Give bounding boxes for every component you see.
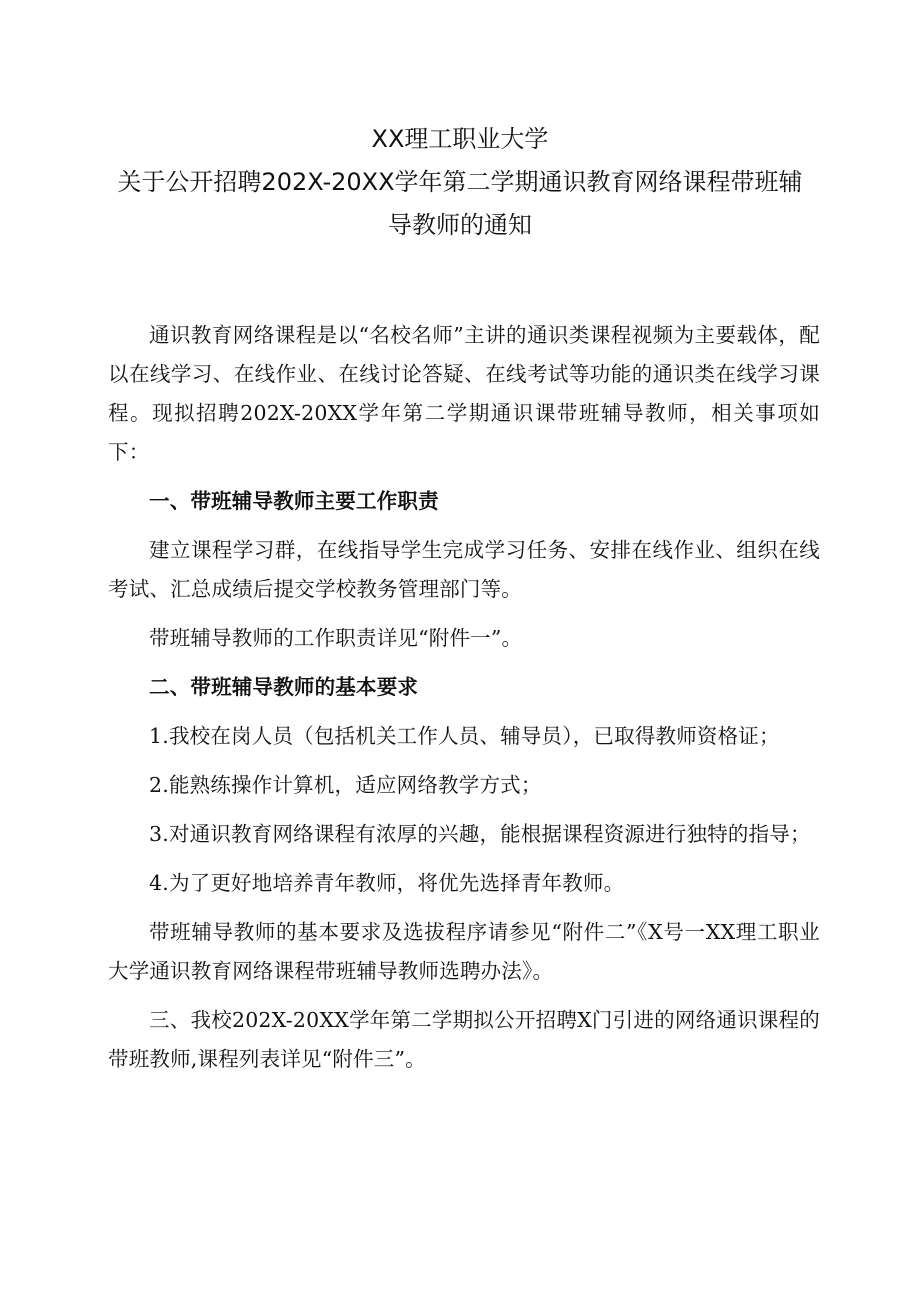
section3-paragraph: 三、我校202X-20XX学年第二学期拟公开招聘X门引进的网络通识课程的带班教师,课程列表详见“附件三”。 (108, 1008, 820, 1071)
requirement-item-2: 2.能熟练操作计算机，适应网络教学方式； (149, 773, 542, 797)
document-body (108, 316, 820, 1079)
section2-note: 带班辅导教师的基本要求及选拔程序请参见“附件二”《X号一XX理工职业大学通识教育网络课程带班辅导教师选聘办法》。 (108, 920, 820, 983)
section1-paragraph-1: 建立课程学习群，在线指导学生完成学习任务、安排在线作业、组织在线考试、汇总成绩后提交学校教务管理部门等。 (108, 538, 820, 601)
requirement-item-4: 4.为了更好地培养青年教师，将优先选择青年教师。 (149, 871, 625, 895)
section2-heading: 二、带班辅导教师的基本要求 (149, 675, 419, 699)
requirement-item-1: 1.我校在岗人员（包括机关工作人员、辅导员），已取得教师资格证； (149, 724, 780, 748)
section1-heading: 一、带班辅导教师主要工作职责 (149, 489, 439, 513)
title-line-3: 导教师的通知 (388, 211, 532, 239)
document-title (100, 118, 820, 247)
intro-paragraph: 通识教育网络课程是以“名校名师”主讲的通识类课程视频为主要载体，配以在线学习、在线作业、在线讨论答疑、在线考试等功能的通识类在线学习课程。现拟招聘202X-20XX学年第二学期通识课带班辅导教师，相关事项如下： (108, 323, 820, 464)
section1-paragraph-2: 带班辅导教师的工作职责详见“附件一”。 (149, 626, 523, 650)
requirement-item-3: 3.对通识教育网络课程有浓厚的兴趣，能根据课程资源进行独特的指导； (149, 822, 811, 846)
title-line-1: XX理工职业大学 (371, 125, 549, 153)
title-line-2: 关于公开招聘202X-20XX学年第二学期通识教育网络课程带班辅 (117, 168, 803, 196)
